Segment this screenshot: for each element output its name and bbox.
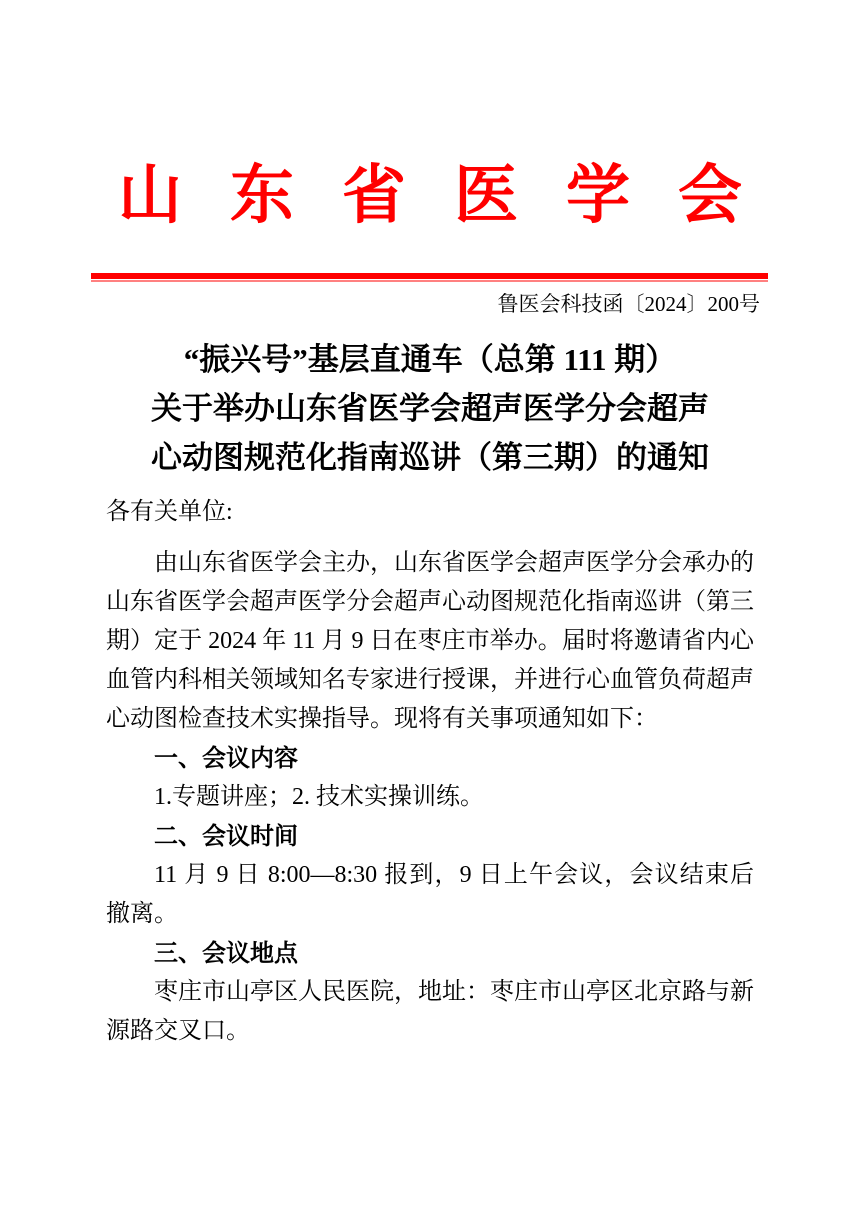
notice-body: [106, 493, 754, 1051]
section-text-meeting-location: 枣庄市山亭区人民医院，地址：枣庄市山亭区北京路与新源路交叉口。: [106, 979, 754, 1044]
notice-title-line-2: 关于举办山东省医学会超声医学分会超声: [151, 391, 709, 426]
section-heading-meeting-location: 三、会议地点: [154, 940, 298, 967]
red-divider: [91, 273, 768, 282]
section-text-meeting-time: 11 月 9 日 8:00—8:30 报到，9 日上午会议，会议结束后撤离。: [106, 862, 754, 927]
letterhead: [0, 158, 860, 233]
section-heading-meeting-content: 一、会议内容: [154, 745, 298, 772]
section-heading-meeting-time: 二、会议时间: [154, 823, 298, 850]
salutation: 各有关单位:: [106, 499, 233, 525]
org-name: 山东省医学会: [118, 160, 790, 231]
notice-title: [0, 335, 860, 482]
document-reference-number: 鲁医会科技函〔2024〕200号: [497, 292, 760, 316]
red-divider-thin-line: [91, 280, 768, 282]
notice-title-line-1: “振兴号”基层直通车（总第 111 期）: [183, 342, 677, 377]
notice-title-line-3: 心动图规范化指南巡讲（第三期）的通知: [151, 440, 709, 475]
intro-paragraph: 由山东省医学会主办，山东省医学会超声医学分会承办的山东省医学会超声医学分会超声心动图规范化指南巡讲（第三期）定于 2024 年 11 月 9 日在枣庄市举办。届时将邀请省内心血管内科相关领域知名专家进行授课，并进行心血管负荷超声心动图检查技术实操指导。现将有关事项通知如下：: [106, 550, 754, 732]
section-text-meeting-content: 1.专题讲座；2. 技术实操训练。: [154, 784, 484, 810]
